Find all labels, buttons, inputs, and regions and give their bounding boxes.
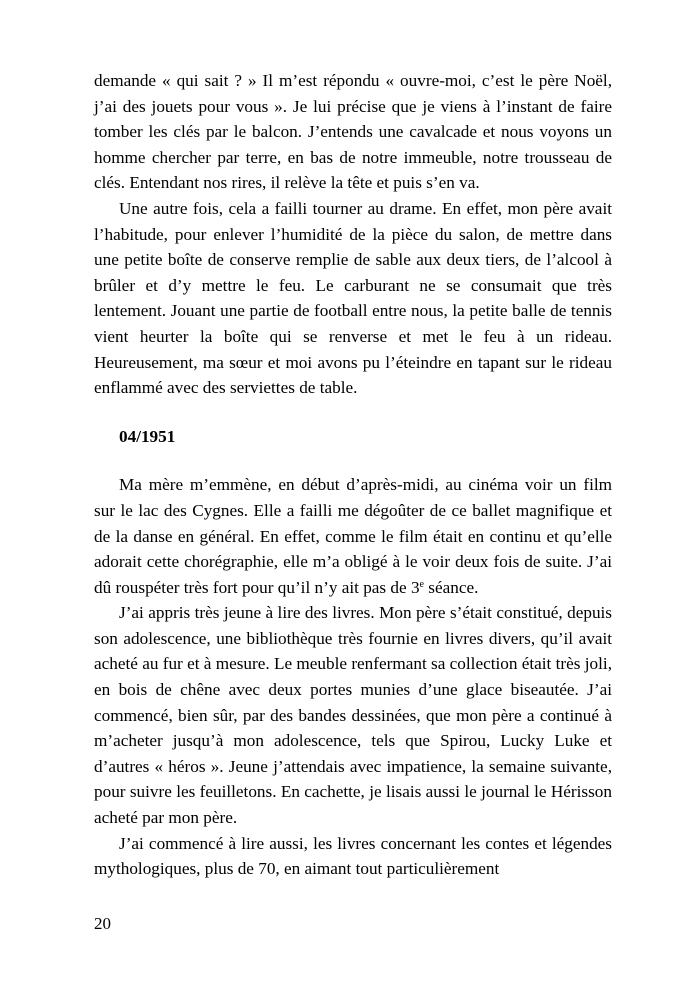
page-number: 20 xyxy=(94,914,111,933)
page-body xyxy=(94,68,612,882)
paragraph-mythology: J’ai commencé à lire aussi, les livres concernant les contes et légendes mythologiques, plus de 70, en aimant tout particulièrement xyxy=(94,833,612,879)
section-date-heading: 04/1951 xyxy=(119,426,176,446)
paragraph-cinema-text: Ma mère m’emmène, en début d’après-midi, au cinéma voir un film sur le lac des Cygnes. Elle a failli me dégoûter de ce ballet magnifique et de la danse en général. En effet, comme le film était en continu et qu’elle adorait cette chorégraphie, elle m’a obligé à le voir deux fois de suite. J’ai dû rouspéter très fort pour qu’il n’y ait pas de xyxy=(94,475,612,597)
paragraph-pere-noel: demande « qui sait ? » Il m’est répondu « ouvre-moi, c’est le père Noël, j’ai des jouets pour vous ». Je lui précise que je viens à l’instant de faire tomber les clés par le balcon. J’entends une cavalcade et nous voyons un homme chercher par terre, en bas de notre immeuble, notre trousseau de clés. Entendant nos rires, il relève la tête et puis s’en va. xyxy=(94,71,612,193)
ordinal-suffix: e xyxy=(419,578,424,590)
paragraph-cinema-tail: séance. xyxy=(423,577,479,597)
paragraph-fire-incident: Une autre fois, cela a failli tourner au drame. En effet, mon père avait l’habitude, pour enlever l’humidité de la pièce du salon, de mettre dans une petite boîte de conserve remplie de sable aux deux tiers, de l’alcool à brûler et d’y mettre le feu. Le carburant ne se consumait que très lentement. Jouant une partie de football entre nous, la petite balle de tennis vient heurter la boîte qui se renverse et met le feu à un rideau. Heureusement, ma sœur et moi avons pu l’éteindre en tapant sur le rideau enflammé avec des serviettes de table. xyxy=(94,198,612,398)
paragraph-cinema xyxy=(94,472,612,600)
paragraph-reading: J’ai appris très jeune à lire des livres. Mon père s’était constitué, depuis son adolescence, une bibliothèque très fournie en livres divers, qu’il avait acheté au fur et à mesure. Le meuble renfermant sa collection était très joli, en bois de chêne avec deux portes munies d’une glace biseautée. J’ai commencé, bien sûr, par des bandes dessinées, que mon père a continué à m’acheter jusqu’à mon adolescence, tels que Spirou, Lucky Luke et d’autres « héros ». Jeune j’attendais avec impatience, la semaine suivante, pour suivre les feuilletons. En cachette, je lisais aussi le journal le Hérisson acheté par mon père. xyxy=(94,603,612,828)
ordinal-number: 3 xyxy=(410,577,420,597)
